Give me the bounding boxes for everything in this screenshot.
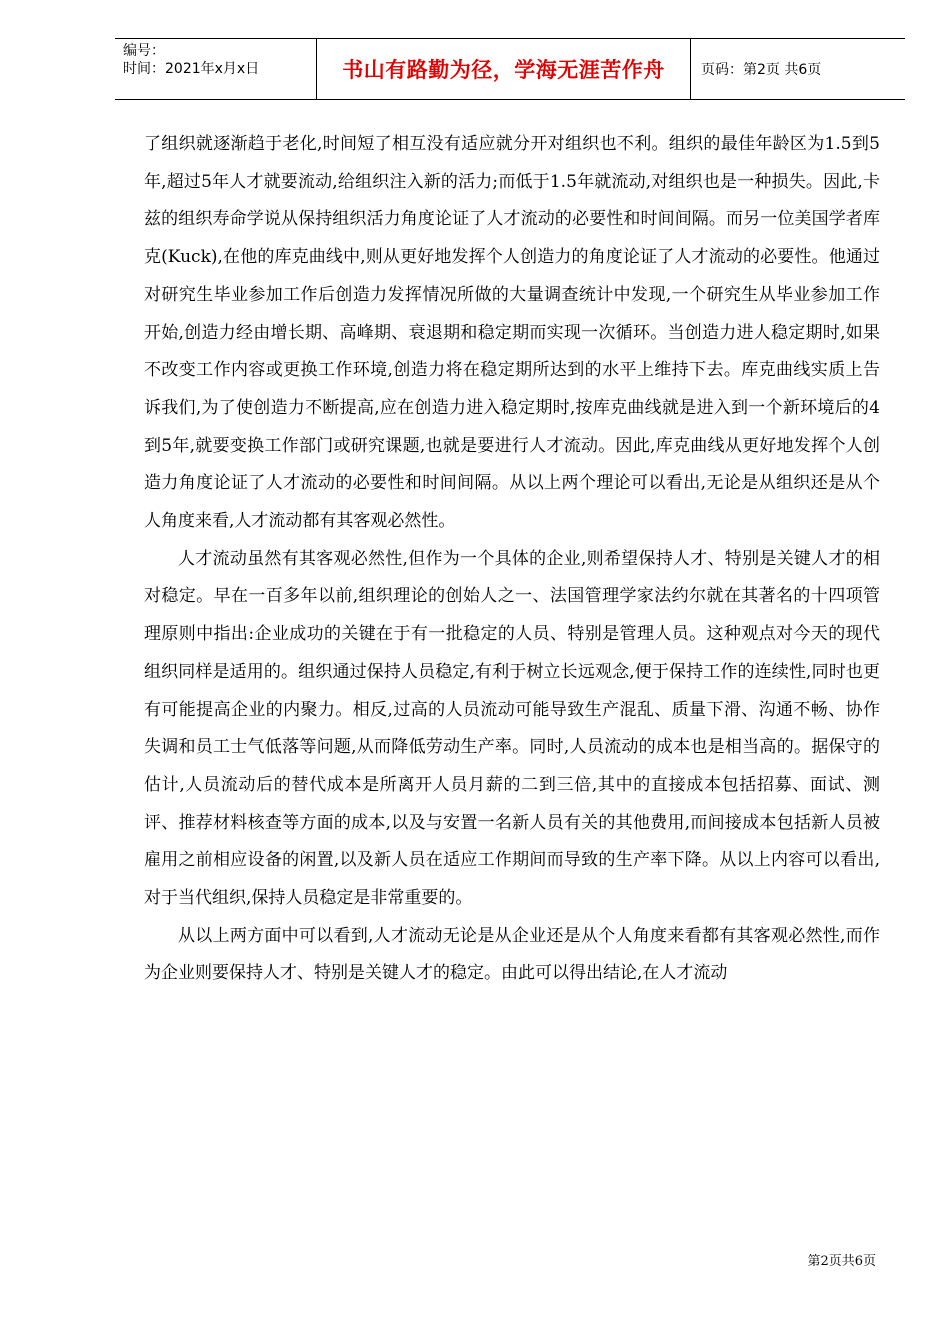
time-label: 时间：2021年x月x日 [123,61,260,77]
page-footer: 第2页共6页 [807,1254,876,1269]
header-page-label: 页码：第2页 共6页 [701,62,822,78]
document-body [144,126,880,993]
paragraph-2: 人才流动虽然有其客观必然性,但作为一个具体的企业,则希望保持人才、特别是关键人才的相对稳定。早在一百多年以前,组织理论的创始人之一、法国管理学家法约尔就在其著名的十四项管理原则中指出:企业成功的关键在于有一批稳定的人员、特别是管理人员。这种观点对今天的现代组织同样是适用的。组织通过保持人员稳定,有利于树立长远观念,便于保持工作的连续性,同时也更有可能提高企业的内聚力。相反,过高的人员流动可能导致生产混乱、质量下滑、沟通不畅、协作失调和员工士气低落等问题,从而降低劳动生产率。同时,人员流动的成本也是相当高的。据保守的估计,人员流动后的替代成本是所离开人员月薪的二到三倍,其中的直接成本包括招募、面试、测评、推荐材料核查等方面的成本,以及与安置一名新人员有关的其他费用,而间接成本包括新人员被雇用之前相应设备的闲置,以及新人员在适应工作期间而导致的生产率下降。从以上内容可以看出,对于当代组织,保持人员稳定是非常重要的。 [144,548,880,909]
header-page-info [691,39,905,99]
paragraph-3: 从以上两方面中可以看到,人才流动无论是从企业还是从个人角度来看都有其客观必然性,而作为企业则要保持人才、特别是关键人才的稳定。由此可以得出结论,在人才流动 [144,925,880,984]
header-meta [115,39,317,99]
paragraph-1: 了组织就逐渐趋于老化,时间短了相互没有适应就分开对组织也不利。组织的最佳年龄区为1.5到5年,超过5年人才就要流动,给组织注入新的活力;而低于1.5年就流动,对组织也是一种损失。因此,卡兹的组织寿命学说从保持组织活力角度论证了人才流动的必要性和时间间隔。而另一位美国学者库克(Kuck),在他的库克曲线中,则从更好地发挥个人创造力的角度论证了人才流动的必要性。他通过对研究生毕业参加工作后创造力发挥情况所做的大量调查统计中发现,一个研究生从毕业参加工作开始,创造力经由增长期、高峰期、衰退期和稳定期而实现一次循环。当创造力进人稳定期时,如果不改变工作内容或更换工作环境,创造力将在稳定期所达到的水平上维持下去。库克曲线实质上告诉我们,为了使创造力不断提高,应在创造力进入稳定期时,按库克曲线就是进入到一个新环境后的4到5年,就要变换工作部门或研究课题,也就是要进行人才流动。因此,库克曲线从更好地发挥个人创造力角度论证了人才流动的必要性和时间间隔。从以上两个理论可以看出,无论是从组织还是从个人角度来看,人才流动都有其客观必然性。 [144,134,880,532]
header-motto-cell [317,39,691,99]
header-motto: 书山有路勤为径，学海无涯苦作舟 [342,58,665,82]
number-label: 编号： [123,43,165,59]
page-header [115,38,905,100]
